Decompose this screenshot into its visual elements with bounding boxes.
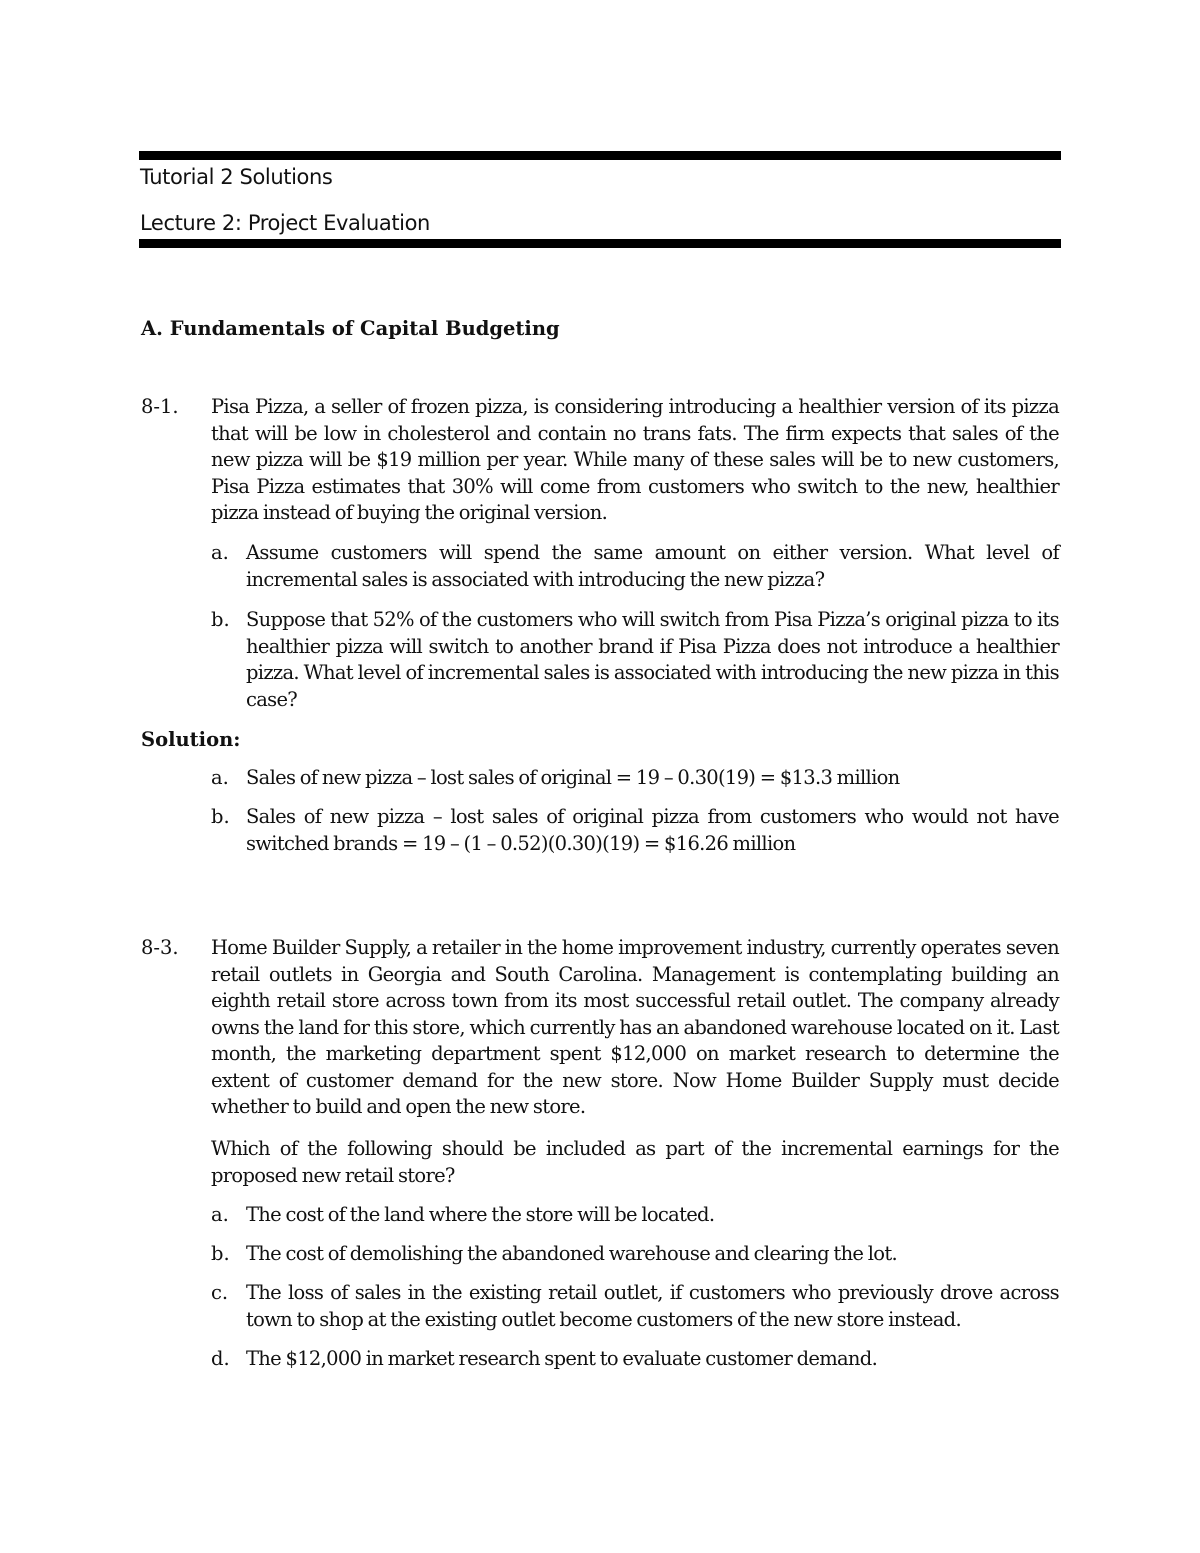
item-label: a. xyxy=(211,766,229,789)
question-number: 8-3. xyxy=(141,936,179,959)
item-text: Sales of new pizza – lost sales of original = 19 – 0.30(19) = $13.3 million xyxy=(246,766,900,789)
question-prompt: Which of the following should be included as part of the incremental earnings for the proposed new retail store? xyxy=(211,1137,1059,1187)
item-text: The cost of the land where the store will be located. xyxy=(246,1203,715,1226)
question-text: Pisa Pizza, a seller of frozen pizza, is considering introducing a healthier version of its pizza that will be low in cholesterol and contain no trans fats. The firm expects that sales of the new pizza will be $19 million per year. While many of these sales will be to new customers, Pisa Pizza estimates that 30% will come from customers who switch to the new, healthier pizza instead of buying the original version. xyxy=(211,395,1059,524)
item-text: The cost of demolishing the abandoned warehouse and clearing the lot. xyxy=(246,1242,897,1265)
item-label: b. xyxy=(211,608,230,631)
document-title: Tutorial 2 Solutions xyxy=(140,165,333,189)
item-text: Sales of new pizza – lost sales of original pizza from customers who would not have switched brands = 19 – (1 – 0.52)(0.30)(19) = $16.26 million xyxy=(246,805,1059,855)
solution-label: Solution: xyxy=(141,728,241,751)
section-heading: A. Fundamentals of Capital Budgeting xyxy=(141,317,560,340)
question-number: 8-1. xyxy=(141,395,179,418)
item-label: b. xyxy=(211,805,230,828)
item-label: d. xyxy=(211,1347,230,1370)
lecture-subtitle: Lecture 2: Project Evaluation xyxy=(140,211,430,235)
item-label: a. xyxy=(211,541,229,564)
header-top-rule xyxy=(139,151,1061,160)
item-label: b. xyxy=(211,1242,230,1265)
item-text: Suppose that 52% of the customers who will switch from Pisa Pizza’s original pizza to its healthier pizza will switch to another brand if Pisa Pizza does not introduce a healthier pizza. What level of incremental sales is associated with introducing the new pizza in this case? xyxy=(246,608,1059,711)
item-label: a. xyxy=(211,1203,229,1226)
header-bottom-rule xyxy=(139,239,1061,248)
item-label: c. xyxy=(211,1281,229,1304)
item-text: The $12,000 in market research spent to evaluate customer demand. xyxy=(246,1347,878,1370)
item-text: Assume customers will spend the same amount on either version. What level of incremental sales is associated with introducing the new pizza? xyxy=(246,541,1059,591)
question-text: Home Builder Supply, a retailer in the home improvement industry, currently operates seven retail outlets in Georgia and South Carolina. Management is contemplating building an eighth retail store across town from its most successful retail outlet. The company already owns the land for this store, which currently has an abandoned warehouse located on it. Last month, the marketing department spent $12,000 on market research to determine the extent of customer demand for the new store. Now Home Builder Supply must decide whether to build and open the new store. xyxy=(211,936,1059,1118)
item-text: The loss of sales in the existing retail outlet, if customers who previously drove across town to shop at the existing outlet become customers of the new store instead. xyxy=(246,1281,1059,1331)
